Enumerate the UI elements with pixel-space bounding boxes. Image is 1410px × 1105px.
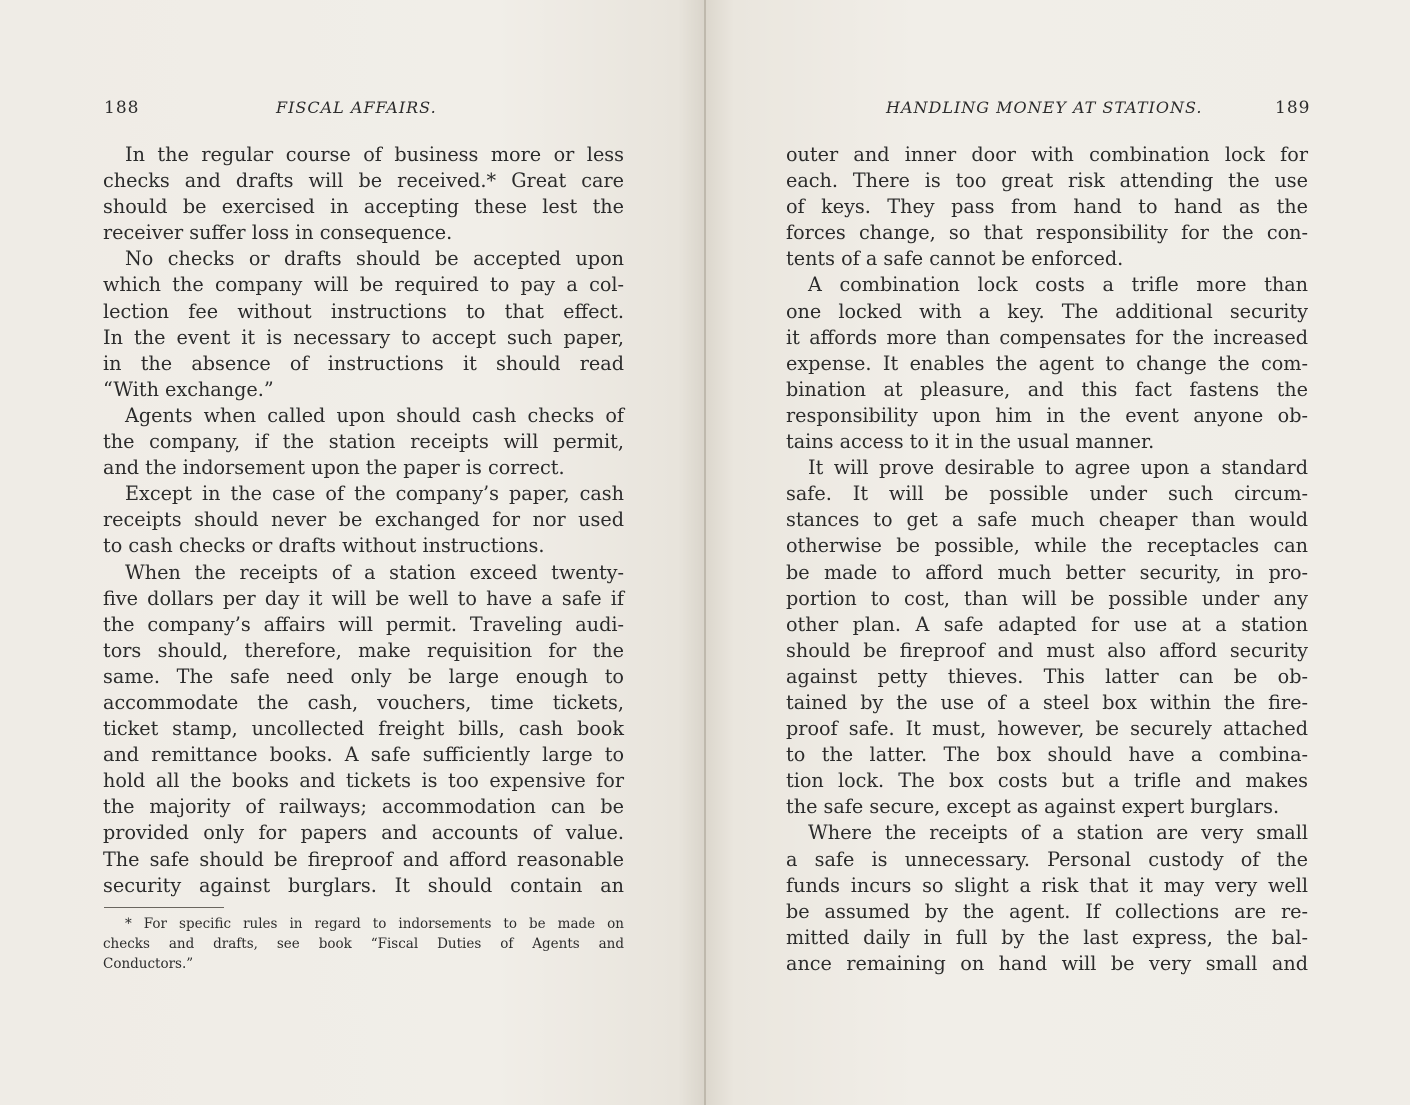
left-running-title: FISCAL AFFAIRS. <box>276 98 437 117</box>
left-body-text <box>103 142 624 899</box>
text-line: When the receipts of a station exceed twenty- <box>125 560 624 584</box>
text-line: bination at pleasure, and this fact fastens the <box>786 377 1308 401</box>
footnote-line: Conductors.” <box>103 956 194 972</box>
text-line: lection fee without instructions to that effect. <box>103 299 624 323</box>
text-line: hold all the books and tickets is too expensive for <box>103 769 624 793</box>
right-page-number: 189 <box>1275 98 1311 118</box>
text-line: checks and drafts will be received.* Great care <box>103 169 624 193</box>
right-body-text <box>786 142 1308 977</box>
text-line: security against burglars. It should contain an <box>103 873 624 897</box>
footnote <box>103 914 624 974</box>
text-line: which the company will be required to pay a col- <box>103 273 624 297</box>
text-line: Except in the case of the company’s paper, cash <box>125 482 624 506</box>
text-line: responsibility upon him in the event anyone ob- <box>786 403 1308 427</box>
text-line: to the latter. The box should have a combina- <box>786 743 1308 767</box>
text-line: A combination lock costs a trifle more than <box>808 273 1308 297</box>
text-line: it affords more than compensates for the increased <box>786 325 1308 349</box>
text-line: outer and inner door with combination lock for <box>786 143 1308 166</box>
text-line: In the regular course of business more or less <box>125 143 624 166</box>
text-line: expense. It enables the agent to change the com- <box>786 351 1308 375</box>
text-line: tained by the use of a steel box within the fire- <box>786 690 1308 714</box>
text-line: and remittance books. A safe sufficiently large to <box>103 743 624 767</box>
text-line: funds incurs so slight a risk that it may very well <box>786 873 1308 897</box>
text-line: be assumed by the agent. If collections are re- <box>786 899 1308 923</box>
text-line: each. There is too great risk attending the use <box>786 169 1308 193</box>
text-line: tains access to it in the usual manner. <box>786 430 1155 454</box>
right-page <box>706 0 1410 1105</box>
text-line: Where the receipts of a station are very small <box>808 821 1308 845</box>
text-line: to cash checks or drafts without instructions. <box>103 534 545 558</box>
text-line: safe. It will be possible under such circum- <box>786 482 1308 506</box>
text-line: same. The safe need only be large enough to <box>103 664 624 688</box>
text-line: receiver suffer loss in consequence. <box>103 221 453 245</box>
text-line: the company’s affairs will permit. Traveling audi- <box>103 612 624 636</box>
text-line: should be exercised in accepting these lest the <box>103 195 624 219</box>
text-line: tents of a safe cannot be enforced. <box>786 247 1124 271</box>
text-line: ticket stamp, uncollected freight bills, cash book <box>103 717 624 741</box>
text-line: It will prove desirable to agree upon a standard <box>808 456 1308 480</box>
text-line: The safe should be fireproof and afford reasonable <box>103 847 624 871</box>
footnote-line: checks and drafts, see book “Fiscal Duties of Agents and <box>103 936 624 952</box>
text-line: receipts should never be exchanged for nor used <box>103 508 624 532</box>
text-line: Agents when called upon should cash checks of <box>125 403 624 427</box>
footnote-line: * For specific rules in regard to indorsements to be made on <box>125 916 624 932</box>
text-line: against petty thieves. This latter can be ob- <box>786 664 1308 688</box>
text-line: ance remaining on hand will be very small and <box>786 951 1308 975</box>
text-line: one locked with a key. The additional security <box>786 299 1308 323</box>
text-line: No checks or drafts should be accepted upon <box>125 247 624 271</box>
text-line: provided only for papers and accounts of value. <box>103 821 624 845</box>
text-line: mitted daily in full by the last express, the bal- <box>786 925 1308 949</box>
text-line: be made to afford much better security, in pro- <box>786 560 1308 584</box>
text-line: of keys. They pass from hand to hand as the <box>786 195 1308 219</box>
text-line: portion to cost, than will be possible under any <box>786 586 1308 610</box>
text-line: in the absence of instructions it should read <box>103 351 624 375</box>
text-line: stances to get a safe much cheaper than would <box>786 508 1308 532</box>
text-line: accommodate the cash, vouchers, time tickets, <box>103 690 624 714</box>
text-line: a safe is unnecessary. Personal custody of the <box>786 847 1308 871</box>
left-page-number: 188 <box>104 98 140 118</box>
text-line: other plan. A safe adapted for use at a station <box>786 612 1308 636</box>
footnote-rule <box>104 907 224 908</box>
text-line: otherwise be possible, while the receptacles can <box>786 534 1308 558</box>
right-running-title: HANDLING MONEY AT STATIONS. <box>886 98 1203 117</box>
text-line: “With exchange.” <box>103 377 274 401</box>
text-line: the safe secure, except as against expert burglars. <box>786 795 1280 819</box>
text-line: and the indorsement upon the paper is correct. <box>103 456 565 480</box>
text-line: tion lock. The box costs but a trifle and makes <box>786 769 1308 793</box>
text-line: the company, if the station receipts will permit, <box>103 430 624 454</box>
text-line: proof safe. It must, however, be securely attached <box>786 717 1308 741</box>
text-line: five dollars per day it will be well to have a safe if <box>103 586 624 610</box>
text-line: should be fireproof and must also afford security <box>786 638 1308 662</box>
text-line: forces change, so that responsibility for the con- <box>786 221 1308 245</box>
text-line: tors should, therefore, make requisition for the <box>103 638 624 662</box>
text-line: In the event it is necessary to accept such paper, <box>103 325 624 349</box>
text-line: the majority of railways; accommodation can be <box>103 795 624 819</box>
